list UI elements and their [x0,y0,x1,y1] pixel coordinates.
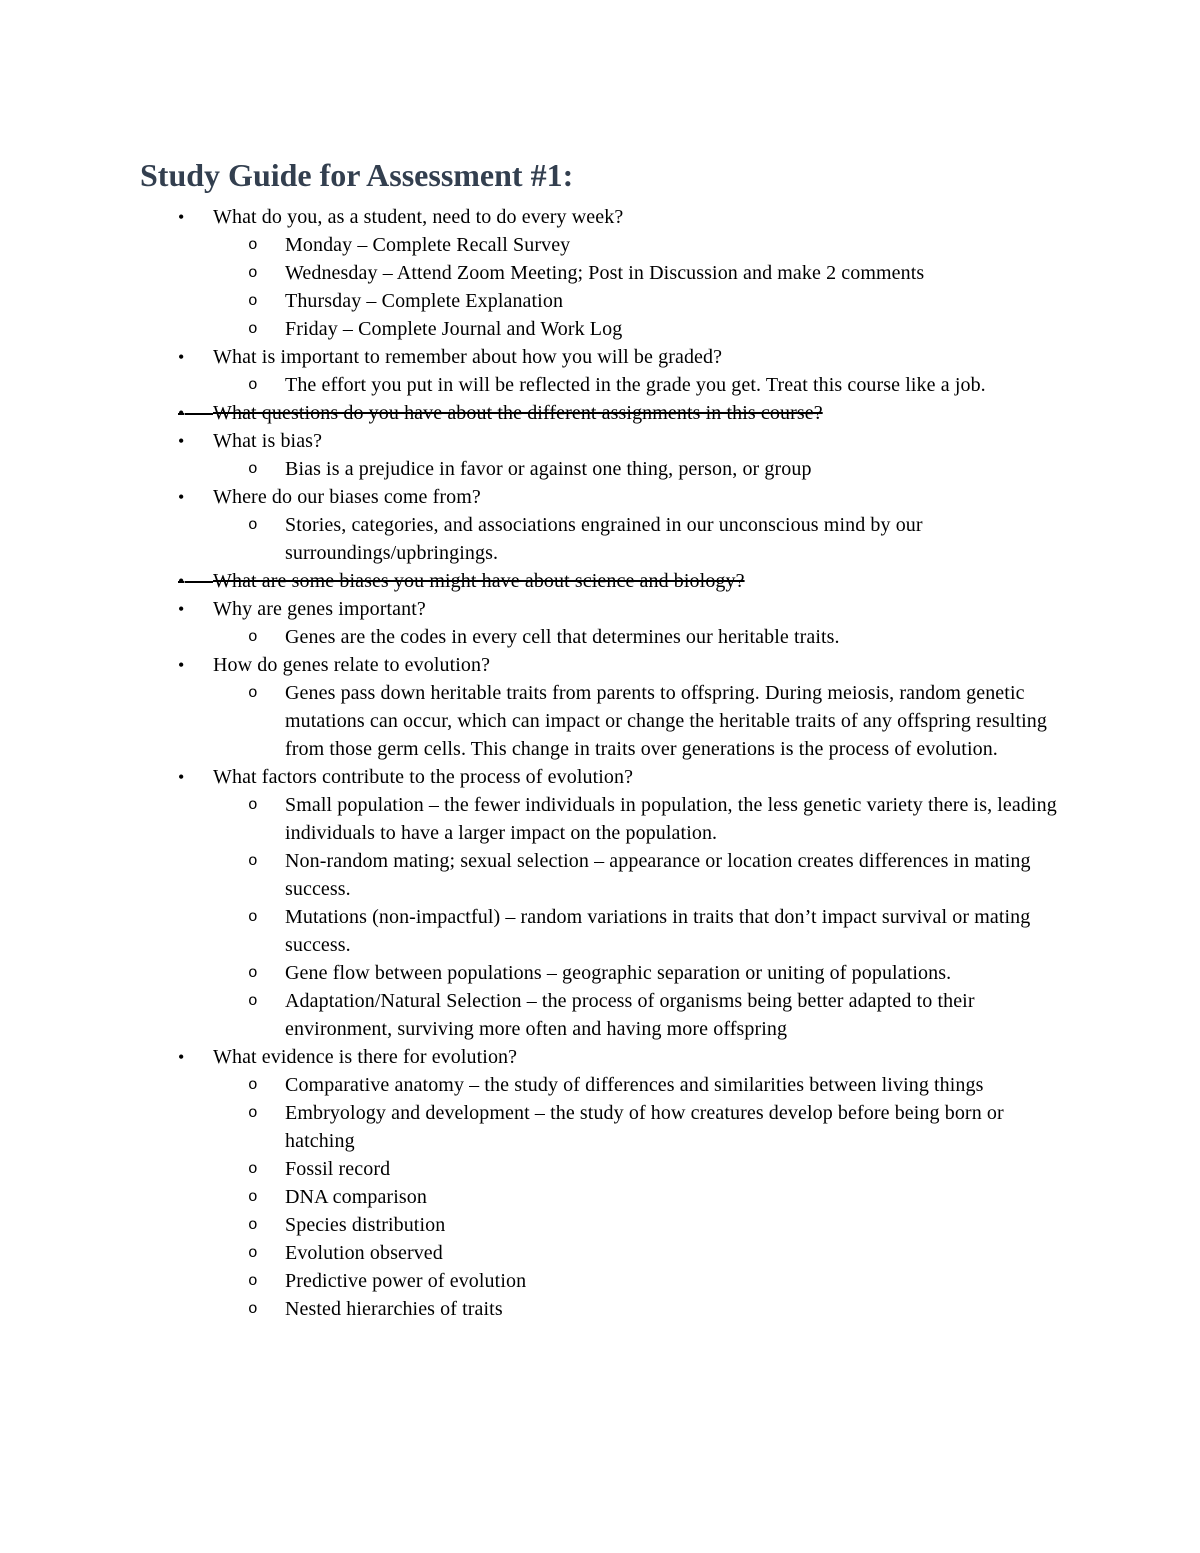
sub-bullet-item [140,959,1060,987]
disc-bullet-marker: • [178,1047,185,1067]
sub-bullet-item [140,1295,1060,1323]
bullet-item [140,399,1060,427]
sub-bullet-item [140,455,1060,483]
list-item-text: Wednesday – Attend Zoom Meeting; Post in Discussion and make 2 comments [285,262,925,284]
list-item-text: What factors contribute to the process of evolution? [213,766,634,788]
circle-bullet-marker: o [248,1300,258,1318]
list-item-text: DNA comparison [285,1186,427,1208]
sub-bullet-item [140,315,1060,343]
list-item-text: What evidence is there for evolution? [213,1046,518,1068]
list-item-text: The effort you put in will be reflected in the grade you get. Treat this course like a job. [285,374,986,396]
sub-bullet-item [140,1211,1060,1239]
bullet-item [140,567,1060,595]
bullet-item [140,343,1060,371]
circle-bullet-marker: o [248,992,258,1010]
list-item-text: Species distribution [285,1214,446,1236]
list-item-text: Gene flow between populations – geographic separation or uniting of populations. [285,962,952,984]
list-item-text: Genes are the codes in every cell that determines our heritable traits. [285,626,840,648]
page-title: Study Guide for Assessment #1: [140,157,574,193]
list-item-text: Why are genes important? [213,598,426,620]
sub-bullet-item [140,231,1060,259]
list-item-text: Fossil record [285,1158,391,1180]
sub-bullet-item [140,847,1060,903]
list-item-text: Monday – Complete Recall Survey [285,234,571,256]
sub-bullet-item [140,1155,1060,1183]
list-item-text: Nested hierarchies of traits [285,1298,503,1320]
circle-bullet-marker: o [248,516,258,534]
list-item-text: Bias is a prejudice in favor or against one thing, person, or group [285,458,812,480]
sub-bullet-item [140,259,1060,287]
circle-bullet-marker: o [248,1160,258,1178]
list-item-text: Thursday – Complete Explanation [285,290,564,312]
disc-bullet-marker: • [178,431,185,451]
sub-bullet-item [140,987,1060,1043]
list-item-text: Stories, categories, and associations engrained in our unconscious mind by our surroundings/upbringings. [285,514,923,564]
sub-bullet-item [140,287,1060,315]
list-item-text: Where do our biases come from? [213,486,481,508]
disc-bullet-marker: • [178,347,185,367]
sub-bullet-item [140,791,1060,847]
list-item-text: Embryology and development – the study of how creatures develop before being born or hatching [285,1102,1004,1152]
list-item-text: Small population – the fewer individuals in population, the less genetic variety there is, leading individuals to have a larger impact on the population. [285,794,1057,844]
list-item-text: Friday – Complete Journal and Work Log [285,318,623,340]
bullet-item [140,203,1060,231]
list-item-text: Evolution observed [285,1242,443,1264]
list-item-text: Genes pass down heritable traits from parents to offspring. During meiosis, random genetic mutations can occur, which can impact or change the heritable traits of any offspring resulting from those germ cells. This change in traits over generations is the process of evolution. [285,682,1047,760]
sub-bullet-item [140,1099,1060,1155]
circle-bullet-marker: o [248,964,258,982]
circle-bullet-marker: o [248,628,258,646]
sub-bullet-item [140,679,1060,763]
circle-bullet-marker: o [248,376,258,394]
bullet-item [140,651,1060,679]
disc-bullet-marker: • [178,403,185,423]
study-guide-list [140,203,1060,1323]
sub-bullet-item [140,1183,1060,1211]
disc-bullet-marker: • [178,207,185,227]
sub-bullet-item [140,371,1060,399]
sub-bullet-item [140,903,1060,959]
sub-bullet-item [140,1267,1060,1295]
list-item-text: What is bias? [213,430,323,452]
disc-bullet-marker: • [178,571,185,591]
circle-bullet-marker: o [248,1104,258,1122]
list-item-text: Adaptation/Natural Selection – the process of organisms being better adapted to their environment, surviving more often and having more offspring [285,990,975,1040]
circle-bullet-marker: o [248,684,258,702]
sub-bullet-item [140,1071,1060,1099]
bullet-item [140,763,1060,791]
list-item-text: How do genes relate to evolution? [213,654,491,676]
circle-bullet-marker: o [248,1216,258,1234]
list-item-text: Mutations (non-impactful) – random variations in traits that don’t impact survival or mating success. [285,906,1031,956]
list-item-text: Predictive power of evolution [285,1270,527,1292]
circle-bullet-marker: o [248,1188,258,1206]
sub-bullet-item [140,1239,1060,1267]
list-item-text: What is important to remember about how you will be graded? [213,346,723,368]
bullet-item [140,1043,1060,1071]
bullet-item [140,483,1060,511]
disc-bullet-marker: • [178,487,185,507]
disc-bullet-marker: • [178,599,185,619]
bullet-item [140,595,1060,623]
sub-bullet-item [140,623,1060,651]
disc-bullet-marker: • [178,767,185,787]
circle-bullet-marker: o [248,264,258,282]
bullet-item [140,427,1060,455]
circle-bullet-marker: o [248,236,258,254]
list-item-text: What questions do you have about the different assignments in this course? [213,402,823,424]
circle-bullet-marker: o [248,1076,258,1094]
circle-bullet-marker: o [248,908,258,926]
disc-bullet-marker: • [178,655,185,675]
sub-bullet-item [140,511,1060,567]
circle-bullet-marker: o [248,292,258,310]
list-item-text: Comparative anatomy – the study of differences and similarities between living things [285,1074,984,1096]
circle-bullet-marker: o [248,460,258,478]
list-item-text: Non-random mating; sexual selection – appearance or location creates differences in mating success. [285,850,1031,900]
list-item-text: What are some biases you might have about science and biology? [213,570,745,592]
circle-bullet-marker: o [248,1244,258,1262]
circle-bullet-marker: o [248,796,258,814]
circle-bullet-marker: o [248,852,258,870]
circle-bullet-marker: o [248,320,258,338]
list-item-text: What do you, as a student, need to do every week? [213,206,624,228]
circle-bullet-marker: o [248,1272,258,1290]
